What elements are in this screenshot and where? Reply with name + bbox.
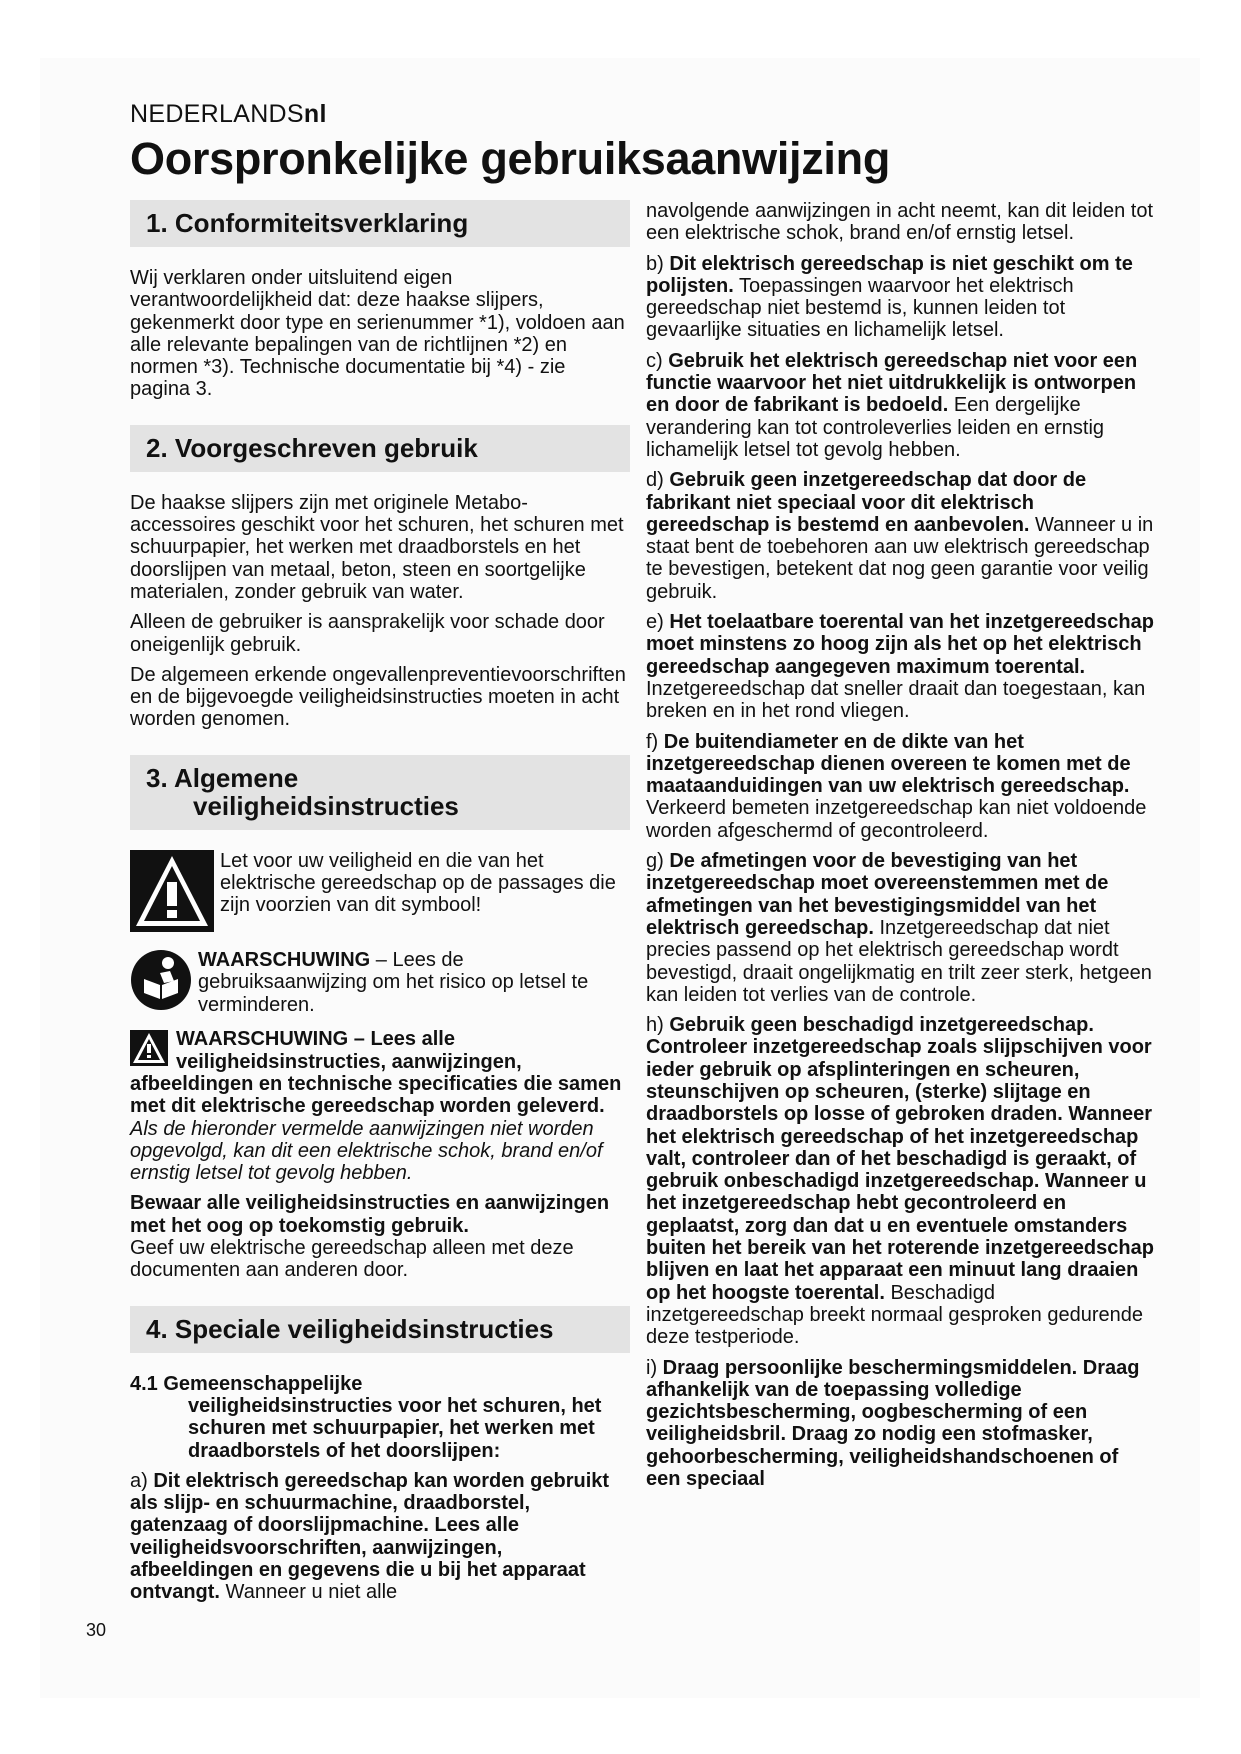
conformity-text: Wij verklaren onder uitsluitend eigen verantwoordelijkheid dat: deze haakse slijpers, gekenmerkt door type en serienummer *1), voldoen aan alle relevante bepalingen van de richtlijnen *2) en normen *3). Technische documentatie bij *4) - zie pagina 3. [130, 267, 625, 401]
item-b: b) Dit elektrisch gereedschap is niet geschikt om te polijsten. Toepassingen waarvoor het elektrisch gereedschap niet bestemd is, kunnen leiden tot gevaarlijke situaties en lichamelijk letsel. [646, 252, 1133, 342]
item-i: i) Draag persoonlijke beschermingsmiddelen. Draag afhankelijk van de toepassing volledige gezichtsbescherming, oogbescherming of een veiligheidsbril. Draag zo nodig een stofmasker, gehoorbescherming, veiligheidshandschoenen of een speciaal [646, 1356, 1140, 1491]
item-d: d) Gebruik geen inzetgereedschap dat door de fabrikant niet speciaal voor dit elektrisch gereedschap is bestemd en aanbevolen. Wanneer u in staat bent de toebehoren aan uw elektrisch gereedschap te bevestigen, betekent dat nog geen garantie voor veilig gebruik. [646, 469, 1154, 603]
language-label: NEDERLANDSnl [130, 100, 327, 128]
manual-warning-row [130, 949, 630, 1016]
section-heading-2: 2. Voorgeschreven gebruik [130, 425, 630, 472]
intended-use-text-2: Alleen de gebruiker is aansprakelijk voor schade door oneigenlijk gebruik. [130, 611, 605, 656]
subsection-heading-4-1: 4.1 Gemeenschappelijke veiligheidsinstructies voor het schuren, het schuren met schuurpapier, het werken met draadborstels of het doorslijpen: [130, 1372, 602, 1462]
page-title: Oorspronkelijke gebruiksaanwijzing [130, 133, 891, 184]
general-warning: WAARSCHUWING – Lees alle veiligheidsinstructies, aanwijzingen, afbeeldingen en technische specificaties die samen met dit elektrische gereedschap worden geleverd. Als de hieronder vermelde aanwijzingen niet worden opgevolgd, kan dit een elektrische schok, brand en/of ernstig letsel tot gevolg hebben. [130, 1028, 622, 1185]
page-number: 30 [86, 1620, 107, 1640]
symbol-note-text: Let voor uw veiligheid en die van het elektrische gereedschap op de passages die zijn voorzien van dit symbool! [220, 849, 616, 917]
small-warning-icon [130, 1030, 168, 1071]
item-f: f) De buitendiameter en de dikte van het inzetgereedschap dienen overeen te komen met de maataanduidingen van uw elektrisch gereedschap. Verkeerd bemeten inzetgereedschap kan niet voldoende worden afgeschermd of gecontroleerd. [646, 730, 1147, 842]
section-heading-1: 1. Conformiteitsverklaring [130, 200, 630, 247]
intended-use-text-3: De algemeen erkende ongevallenpreventievoorschriften en de bijgevoegde veiligheidsinstructies moeten in acht worden genomen. [130, 663, 626, 731]
section-heading-3: 3. Algemene veiligheidsinstructies [130, 755, 630, 830]
symbol-note-row [130, 850, 630, 937]
language-code: nl [303, 100, 327, 128]
item-a-continued: navolgende aanwijzingen in acht neemt, kan dit leiden tot een elektrische schok, brand en/of ernstig letsel. [646, 200, 1154, 245]
manual-warning-text: WAARSCHUWING – Lees de gebruiksaanwijzing om het risico op letsel te verminderen. [198, 949, 589, 1016]
right-column [646, 200, 1156, 1498]
intended-use-text-1: De haakse slijpers zijn met originele Metabo-accessoires geschikt voor het schuren, het schuren met schuurpapier, het werken met draadborstels en het doorslijpen van metaal, beton, steen en soortgelijke materialen, zonder gebruik van water. [130, 491, 624, 603]
pass-on-instructions: Geef uw elektrische gereedschap alleen met deze documenten aan anderen door. [130, 1237, 574, 1282]
keep-instructions: Bewaar alle veiligheidsinstructies en aanwijzingen met het oog op toekomstig gebruik. [130, 1192, 610, 1237]
read-manual-icon [130, 949, 192, 1016]
item-a: a) Dit elektrisch gereedschap kan worden gebruikt als slijp- en schuurmachine, draadborstel, gatenzaag of doorslijpmachine. Lees alle veiligheidsvoorschriften, aanwijzingen, afbeeldingen en gegevens die u bij het apparaat ontvangt. Wanneer u niet alle [130, 1469, 610, 1604]
section-heading-4: 4. Speciale veiligheidsinstructies [130, 1306, 630, 1353]
item-h: h) Gebruik geen beschadigd inzetgereedschap. Controleer inzetgereedschap zoals slijpschijven voor ieder gebruik op afsplinteringen en scheuren, steunschijven op scheuren, (sterke) slijtage en draadborstels op losse of gebroken draden. Wanneer het elektrisch gereedschap of het inzetgereedschap valt, controleer dan of het beschadigd is geraakt, of gebruik onbeschadigd inzetgereedschap. Wanneer u het inzetgereedschap hebt gecontroleerd en geplaatst, zorg dan dat u en eventuele omstanders buiten het bereik van het roterende inzetgereedschap blijven en laat het apparaat een minuut lang draaien op het hoogste toerental. Beschadigd inzetgereedschap breekt normaal gesproken gedurende deze testperiode. [646, 1014, 1154, 1349]
item-c: c) Gebruik het elektrisch gereedschap niet voor een functie waarvoor het niet uitdrukkelijk is ontworpen en door de fabrikant is bedoeld. Een dergelijke verandering kan tot controleverlies leiden en ernstig lichamelijk letsel tot gevolg hebben. [646, 349, 1138, 461]
item-g: g) De afmetingen voor de bevestiging van het inzetgereedschap moet overeenstemmen met de afmetingen van het bevestigingsmiddel van het elektrisch gereedschap. Inzetgereedschap dat niet precies passend op het elektrisch gereedschap wordt bevestigd, draait ongelijkmatig en trilt zeer sterk, hetgeen kan leiden tot verlies van de controle. [646, 850, 1152, 1006]
item-e: e) Het toelaatbare toerental van het inzetgereedschap moet minstens zo hoog zijn als het op het elektrisch gereedschap aangegeven maximum toerental. Inzetgereedschap dat sneller draait dan toegestaan, kan breken en in het rond vliegen. [646, 611, 1154, 723]
left-column [130, 200, 630, 1612]
warning-triangle-icon [130, 850, 214, 937]
